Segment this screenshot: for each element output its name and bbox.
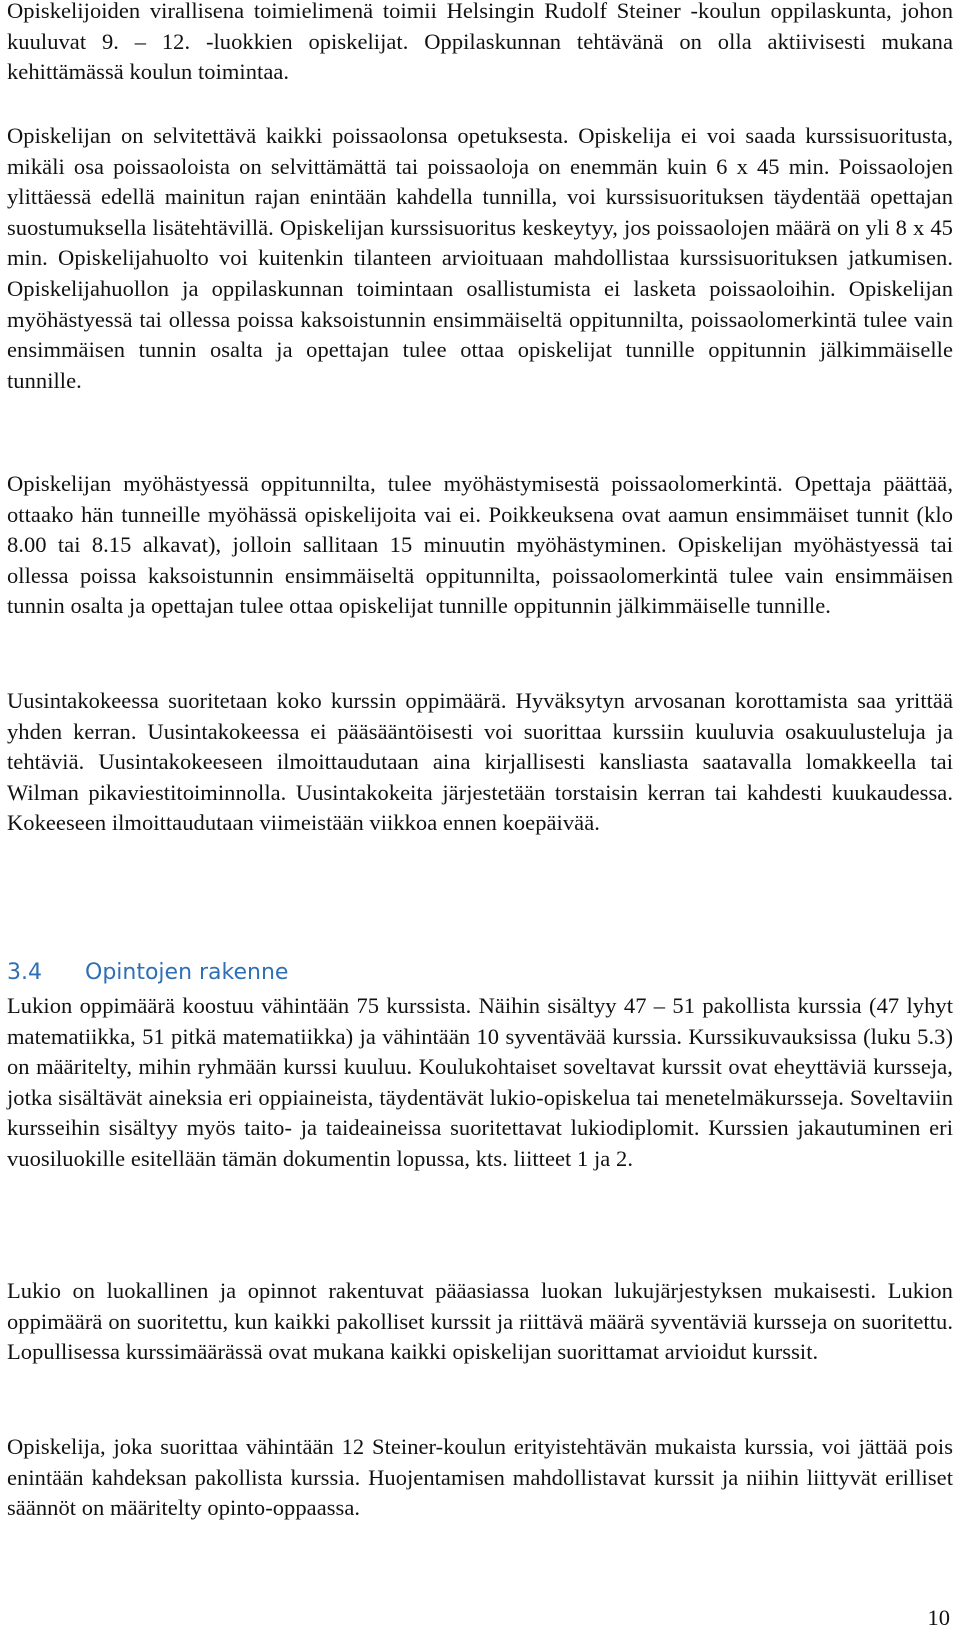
paragraph-absences: Opiskelijan on selvitettävä kaikki poissaolonsa opetuksesta. Opiskelija ei voi saada kurssisuoritusta, mikäli osa poissaoloista on selvittämättä tai poissaoloja on enemmän kuin 6 x 45 min. Poissaolojen ylittäessä edellä mainitun rajan enintään kahdella tunnilla, voi kurssisuorituksen täydentää opettajan suostumuksella lisätehtävillä. Opiskelijan kurssisuoritus keskeytyy, jos poissaolojen määrä on yli 8 x 45 min. Opiskelijahuolto voi kuitenkin tilanteen arvioituaan mahdollistaa kurssisuorituksen jatkumisen. Opiskelijahuollon ja oppilaskunnan toimintaan osallistumista ei lasketa poissaoloihin. Opiskelijan myöhästyessä tai ollessa poissa kaksoistunnin ensimmäiseltä oppitunnilta, poissaolomerkintä tulee vain ensimmäisen tunnin osalta ja opettajan tulee ottaa opiskelijat tunnille oppitunnin jälkimmäiselle tunnille. [7,123,953,393]
paragraph-steiner-courses: Opiskelija, joka suorittaa vähintään 12 Steiner-koulun erityistehtävän mukaista kurssia, voi jättää pois enintään kahdeksan pakollista kurssia. Huojentamisen mahdollistavat kurssit ja niihin liittyvät erilliset säännöt on määritelty opinto-oppaassa. [7,1434,953,1521]
paragraph-retake-exams: Uusintakokeessa suoritetaan koko kurssin oppimäärä. Hyväksytyn arvosanan korottamista saa yrittää yhden kerran. Uusintakokeessa ei pääsääntöisesti voi suorittaa kurssiin kuuluvia osakuulusteluja ja tehtäviä. Uusintakokeeseen ilmoittaudutaan aina kirjallisesti kansliasta saatavalla lomakkeella tai Wilman pikaviestitoiminnolla. Uusintakokeita järjestetään torstaisin kerran tai kahdesti kuukaudessa. Kokeeseen ilmoittaudutaan viimeistään viikkoa ennen koepäivää. [7,688,953,836]
paragraph-student-council: Opiskelijoiden virallisena toimielimenä toimii Helsingin Rudolf Steiner -koulun oppilaskunta, johon kuuluvat 9. – 12. -luokkien opiskelijat. Oppilaskunnan tehtävänä on olla aktiivisesti mukana kehittämässä koulun toimintaa. [7,0,953,85]
section-title: Opintojen rakenne [85,960,289,985]
section-heading [7,958,288,988]
page-number: 10 [927,1605,950,1630]
paragraph-course-count: Lukion oppimäärä koostuu vähintään 75 kurssista. Näihin sisältyy 47 – 51 pakollista kurssia (47 lyhyt matematiikka, 51 pitkä matematiikka) ja vähintään 10 syventävää kurssia. Kurssikuvauksissa (luku 5.3) on määritelty, mihin ryhmään kurssi kuuluu. Koulukohtaiset soveltavat kurssit ovat eheyttäviä kursseja, jotka sisältävät aineksia eri oppiaineista, täydentävät lukio-opiskelua tai menetelmäkursseja. Soveltaviin kursseihin sisältyy myös taito- ja taideaineissa suoritettavat lukiodiplomit. Kurssien jakautuminen eri vuosiluokille esitellään tämän dokumentin lopussa, kts. liitteet 1 ja 2. [7,993,953,1171]
paragraph-class-based: Lukio on luokallinen ja opinnot rakentuvat pääasiassa luokan lukujärjestyksen mukaisesti. Lukion oppimäärä on suoritettu, kun kaikki pakolliset kurssit ja riittävä määrä syventäviä kursseja on suoritettu. Lopullisessa kurssimäärässä ovat mukana kaikki opiskelijan suorittamat arvioidut kurssit. [7,1278,953,1365]
paragraph-lateness: Opiskelijan myöhästyessä oppitunnilta, tulee myöhästymisestä poissaolomerkintä. Opettaja päättää, ottaako hän tunneille myöhässä opiskelijoita vai ei. Poikkeuksena ovat aamun ensimmäiset tunnit (klo 8.00 tai 8.15 alkavat), jolloin sallitaan 15 minuutin myöhästyminen. Opiskelijan myöhästyessä tai ollessa poissa kaksoistunnin ensimmäiseltä oppitunnilta, poissaolomerkintä tulee vain ensimmäisen tunnin osalta ja opettajan tulee ottaa opiskelijat tunnille oppitunnin jälkimmäiselle tunnille. [7,471,953,619]
section-number: 3.4 [7,960,42,985]
